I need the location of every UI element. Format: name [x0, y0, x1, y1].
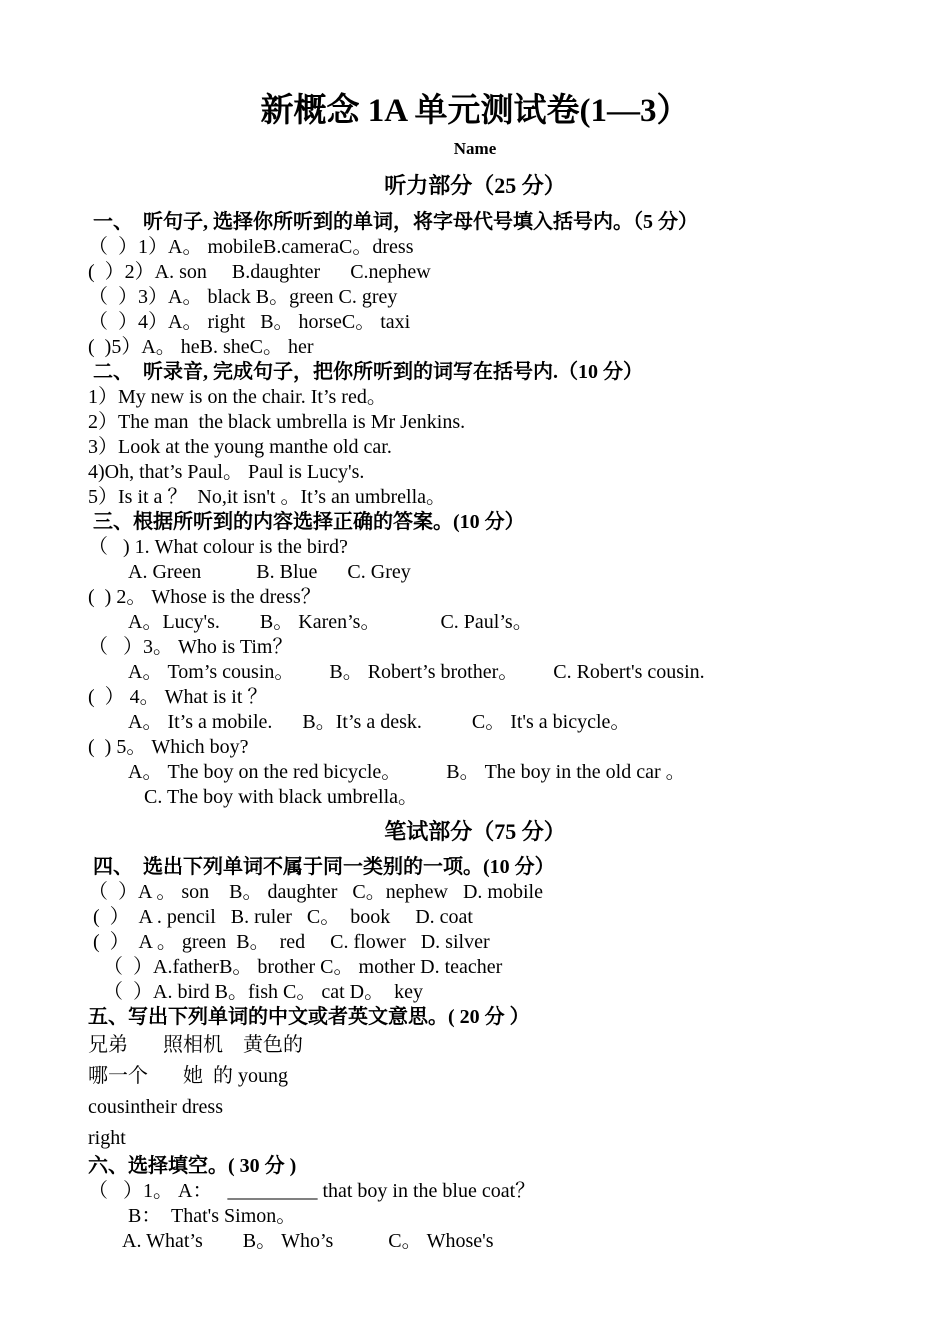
- section2-item: 5）Is it a ？ No,it isn't 。It’s an umbrella。: [88, 486, 447, 508]
- section5-row: cousintheir dress: [88, 1096, 223, 1118]
- section2-item: 1）My new is on the chair. It’s red。: [88, 386, 387, 408]
- section4-item: （ ）A 。 son B。 daughter C。nephew D. mobile: [88, 881, 543, 903]
- section4-item: （ ）A. bird B。fish C。 cat D。 key: [88, 981, 423, 1003]
- section6-item: （ ）1。 A： _________ that boy in the blue coat？: [88, 1180, 536, 1202]
- section1-item: （ ）4）A。 right B。 horseC。 taxi: [88, 311, 411, 333]
- section1-heading: 一、 听句子, 选择你所听到的单词，将字母代号填入括号内。（5 分）: [88, 211, 698, 233]
- section3-options: A. Green B. Blue C. Grey: [128, 561, 411, 583]
- section4-item: ( ） A 。 green B。 red C. flower D. silver: [88, 931, 490, 953]
- section3-options: A。 The boy on the red bicycle。 B。 The boy in the old car 。: [128, 761, 686, 783]
- section3-question: （ ) 1. What colour is the bird?: [88, 536, 348, 558]
- section2-item: 2）The man the black umbrella is Mr Jenkins.: [88, 411, 466, 433]
- page-title: 新概念 1A 单元测试卷(1—3）: [260, 93, 690, 129]
- section5-row: 兄弟 照相机 黄色的: [88, 1034, 303, 1056]
- section2-item: 3）Look at the young manthe old car.: [88, 436, 392, 458]
- section3-extra-option: C. The boy with black umbrella。: [144, 786, 419, 808]
- section6-options: A. What’s B。 Who’s C。 Whose's: [122, 1230, 494, 1252]
- section3-question: （ ）3。 Who is Tim？: [88, 636, 293, 658]
- section3-question: ( ) 2。 Whose is the dress？: [88, 586, 321, 608]
- section1-item: ( ）2）A. son B.daughter C.nephew: [88, 261, 431, 283]
- section1-item: ( )5）A。 heB. sheC。 her: [88, 336, 314, 358]
- section2-item: 4)Oh, that’s Paul。 Paul is Lucy's.: [88, 461, 365, 483]
- section3-question: ( ） 4。 What is it ？: [88, 686, 268, 708]
- written-part-heading: 笔试部分（75 分）: [384, 819, 566, 844]
- section5-row: right: [88, 1127, 126, 1149]
- section3-options: A。Lucy's. B。 Karen’s。 C. Paul’s。: [128, 611, 533, 633]
- section3-options: A。 Tom’s cousin。 B。 Robert’s brother。 C. Robert's cousin.: [128, 661, 705, 683]
- section3-heading: 三、根据所听到的内容选择正确的答案。(10 分）: [88, 511, 525, 533]
- section5-row: 哪一个 她 的 young: [88, 1065, 288, 1087]
- listening-part-heading: 听力部分（25 分）: [384, 173, 566, 198]
- section4-heading: 四、 选出下列单词不属于同一类别的一项。(10 分）: [88, 856, 555, 878]
- section6-answer: B： That's Simon。: [128, 1205, 297, 1227]
- section1-item: （ ）1）A。 mobileB.cameraC。dress: [88, 236, 414, 258]
- section3-options: A。 It’s a mobile. B。It’s a desk. C。 It's a bicycle。: [128, 711, 631, 733]
- section2-heading: 二、 听录音, 完成句子，把你所听到的词写在括号内.（10 分）: [88, 361, 643, 383]
- section5-heading: 五、写出下列单词的中文或者英文意思。( 20 分 ）: [88, 1006, 530, 1028]
- section4-item: （ ）A.fatherB。 brother C。 mother D. teacher: [88, 956, 503, 978]
- section4-item: ( ） A . pencil B. ruler C。 book D. coat: [88, 906, 473, 928]
- section6-heading: 六、选择填空。( 30 分 ): [88, 1155, 297, 1177]
- written-section: [88, 855, 908, 1254]
- name-label: Name: [453, 139, 497, 158]
- section1-item: （ ）3）A。 black B。green C. grey: [88, 286, 398, 308]
- listening-section: [88, 210, 908, 810]
- section3-question: ( ) 5。 Which boy?: [88, 736, 249, 758]
